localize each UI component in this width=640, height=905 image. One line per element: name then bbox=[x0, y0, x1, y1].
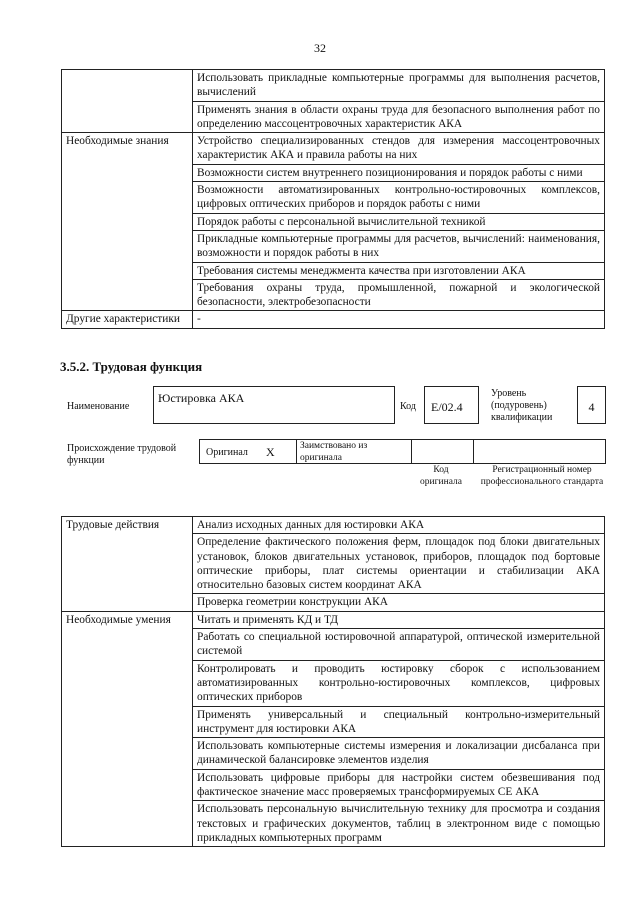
original-label: Оригинал bbox=[206, 447, 248, 458]
row-label: Необходимые знания bbox=[62, 133, 193, 311]
table-cell: Возможности автоматизированных контрольно-юстировочных комплексов, цифровых оптических приборов и порядок работы с ними bbox=[193, 182, 605, 214]
table-cell: Работать со специальной юстировочной аппаратурой, оптической измерительной системой bbox=[193, 629, 605, 661]
table-row bbox=[62, 611, 605, 628]
table-cell: Читать и применять КД и ТД bbox=[193, 611, 605, 628]
reg-number-caption: Регистрационный номер профессионального стандарта bbox=[480, 465, 604, 487]
level-value: 4 bbox=[588, 400, 595, 414]
table-row bbox=[62, 133, 605, 165]
table-row bbox=[62, 70, 605, 102]
table-row bbox=[62, 311, 605, 328]
table-cell: Использовать прикладные компьютерные программы для выполнения расчетов, вычислений bbox=[193, 70, 605, 102]
table-cell: Использовать персональную вычислительную технику для просмотра и создания текстовых и графических документов, таблиц в электронном виде с помощью прикладных компьютерных программ bbox=[193, 801, 605, 847]
table-cell: Использовать цифровые приборы для настройки систем обезвешивания под фактическое значение масс проверяемых трансформируемых СЕ АКА bbox=[193, 769, 605, 801]
table-cell: - bbox=[193, 311, 605, 328]
origin-row bbox=[199, 439, 606, 464]
original-cell bbox=[200, 440, 297, 463]
name-value: Юстировка АКА bbox=[158, 391, 245, 405]
table-cell: Возможности систем внутреннего позиционирования и порядок работы с ними bbox=[193, 164, 605, 181]
table-cell: Контролировать и проводить юстировку сборок с использованием автоматизированных контрольно-юстировочных комплексов, цифровых оптических приборов bbox=[193, 660, 605, 706]
borrowed-label: Заимствовано из оригинала bbox=[300, 441, 368, 463]
table-cell: Использовать компьютерные системы измерения и локализации дисбаланса при динамической балансировке элементов изделия bbox=[193, 738, 605, 770]
table-cell: Проверка геометрии конструкции АКА bbox=[193, 594, 605, 611]
table-cell: Порядок работы с персональной вычислительной техникой bbox=[193, 213, 605, 230]
table-cell: Требования системы менеджмента качества при изготовлении АКА bbox=[193, 262, 605, 279]
name-label: Наименование bbox=[67, 401, 130, 412]
table-cell: Требования охраны труда, промышленной, пожарной и экологической безопасности, электробезопасности bbox=[193, 279, 605, 311]
original-mark: X bbox=[266, 445, 275, 459]
table-cell: Анализ исходных данных для юстировки АКА bbox=[193, 517, 605, 534]
page-number: 32 bbox=[314, 41, 326, 55]
origin-label: Происхождение трудовой функции bbox=[67, 443, 177, 466]
top-requirements-table bbox=[61, 69, 605, 329]
row-label: Другие характеристики bbox=[62, 311, 193, 328]
code-original-cell bbox=[411, 440, 474, 463]
code-original-caption: Код оригинала bbox=[420, 465, 462, 487]
level-box bbox=[577, 386, 606, 424]
row-label: Трудовые действия bbox=[62, 517, 193, 612]
level-label: Уровень (подуровень) квалификации bbox=[491, 388, 553, 423]
table-row bbox=[62, 517, 605, 534]
row-label: Необходимые умения bbox=[62, 611, 193, 846]
code-label: Код bbox=[400, 401, 416, 412]
table-cell: Устройство специализированных стендов для измерения массоцентровочных характеристик АКА и правила работы на них bbox=[193, 133, 605, 165]
table-cell: Применять универсальный и специальный контрольно-измерительный инструмент для юстировки АКА bbox=[193, 706, 605, 738]
code-value: E/02.4 bbox=[431, 400, 463, 414]
labor-function-table bbox=[61, 516, 605, 847]
section-heading: 3.5.2. Трудовая функция bbox=[60, 359, 203, 374]
table-cell: Прикладные компьютерные программы для расчетов, вычислений: наименования, возможности и порядок работы в них bbox=[193, 230, 605, 262]
name-box bbox=[153, 386, 395, 424]
code-box bbox=[424, 386, 479, 424]
row-label bbox=[62, 70, 193, 133]
table-cell: Применять знания в области охраны труда для безопасного выполнения работ по определению массоцентровочных характеристик АКА bbox=[193, 101, 605, 133]
table-cell: Определение фактического положения ферм, площадок под блоки двигательных установок, блоков двигательных установок, приборов, площадок под бортовые оптические приборы, плат системы ориентации и стабилизации АКА относительно базовых систем координат АКА bbox=[193, 534, 605, 594]
